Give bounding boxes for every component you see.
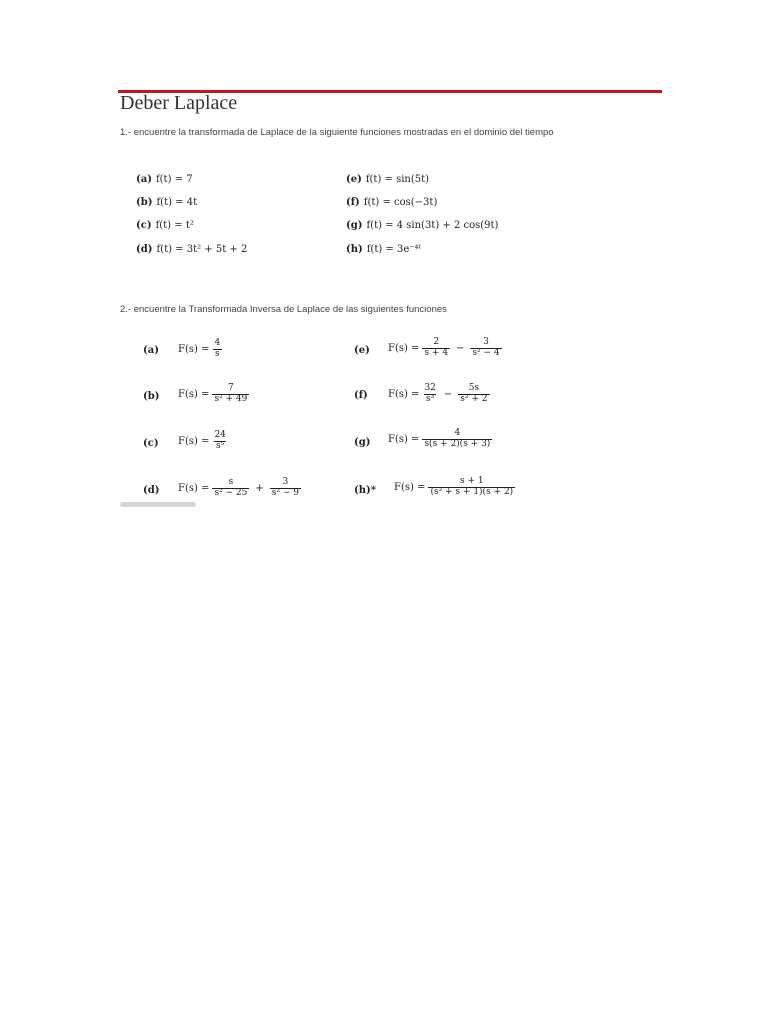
problem-2e-expression: F(s) = $\frac{2}{s + 4}$ − $\frac{3}{\text{s² − 4}}$: [388, 337, 500, 358]
problem-1g: [346, 220, 498, 231]
problem-label: (a): [136, 174, 152, 185]
problem-expression: f(t) = 3t² + 5t + 2: [156, 244, 248, 255]
problem-2c-label: (c): [143, 438, 159, 449]
problem-2f-expression: F(s) = $\frac{32}{\text{s³}}$ − $\frac{5s}{\text{s² + 2}}$: [388, 383, 488, 404]
problem-expression: f(t) = 3e⁻⁴ᵗ: [366, 244, 422, 255]
problem-2c-expression: F(s) = $\frac{24}{\text{s⁵}}$: [178, 430, 226, 451]
problem-2h-label: (h)*: [354, 485, 376, 496]
problem-2f-label: (f): [354, 390, 368, 401]
section-2-instructions: 2.- encuentre la Transformada Inversa de Laplace de las siguientes funciones: [120, 304, 447, 315]
problem-2a-label: (a): [143, 345, 159, 356]
problem-expression: f(t) = sin(5t): [365, 174, 430, 185]
problem-2g-label: (g): [354, 437, 371, 448]
problem-1a: [136, 174, 193, 185]
problem-2b-label: (b): [143, 391, 160, 402]
problem-2g-expression: F(s) = $\frac{4}{s(s + 2)(s + 3)}$: [388, 428, 491, 449]
problem-2a-expression: F(s) = $\frac{4}{s}$: [178, 338, 221, 359]
problem-expression: f(t) = t²: [155, 220, 194, 231]
page-title: Deber Laplace: [120, 92, 238, 114]
problem-label: (h): [346, 244, 363, 255]
problem-expression: f(t) = 7: [155, 174, 193, 185]
problem-1h: [346, 244, 421, 255]
problem-expression: f(t) = 4 sin(3t) + 2 cos(9t): [366, 220, 499, 231]
problem-label: (e): [346, 174, 362, 185]
horizontal-scrollbar[interactable]: [120, 502, 196, 507]
problem-2d-label: (d): [143, 485, 160, 496]
section-1-instructions: 1.- encuentre la transformada de Laplace de la siguiente funciones mostradas en el dominio del tiempo: [120, 127, 554, 138]
problem-1c: [136, 220, 194, 231]
problem-2b-expression: F(s) = $\frac{7}{\text{s² + 49}}$: [178, 383, 248, 404]
problem-2e-label: (e): [354, 345, 370, 356]
problem-2d-expression: F(s) = $\frac{s}{\text{s² − 25}}$ + $\frac{3}{\text{s² − 9}}$: [178, 477, 299, 498]
problem-expression: f(t) = 4t: [156, 197, 198, 208]
problem-1b: [136, 197, 197, 208]
problem-label: (g): [346, 220, 363, 231]
problem-1e: [346, 174, 429, 185]
problem-label: (c): [136, 220, 152, 231]
problem-1d: [136, 244, 247, 255]
problem-label: (f): [346, 197, 360, 208]
problem-label: (b): [136, 197, 153, 208]
problem-label: (d): [136, 244, 153, 255]
problem-expression: f(t) = cos(−3t): [363, 197, 438, 208]
problem-2h-expression: F(s) = $\frac{s + 1}{\text{(s² + s + 1)(s + 2)}}$: [394, 476, 514, 497]
problem-1f: [346, 197, 437, 208]
